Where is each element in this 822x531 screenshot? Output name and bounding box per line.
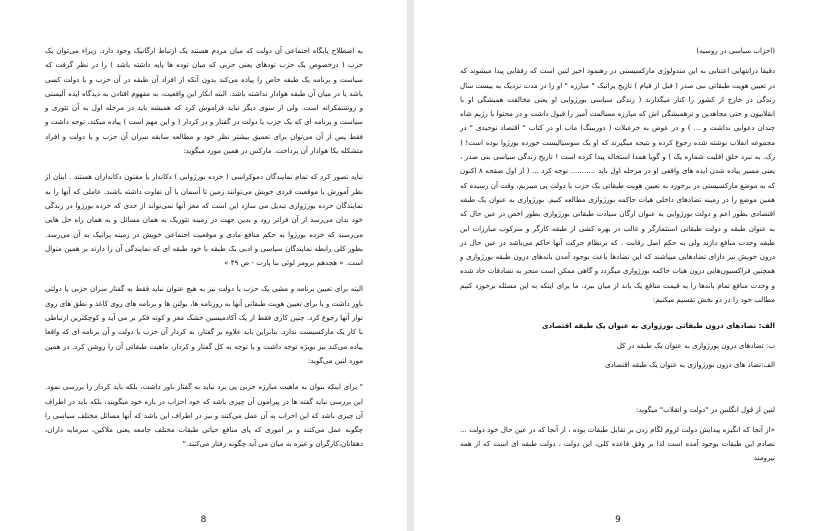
section-heading: الف: تضادهای درون طبقاتی بورژوازی به عنوان یک طبقه اقتصادی (541, 321, 775, 331)
paragraph: دقیقا درانتهایی اعتنایی به این متدولوژی مارکسیستی در رهنمود اخیر لنین است که رفقایی پیدا میشوند که در تعیین هویت طبقاتی نبی صدر ( قبل از قیام ) تاریخ پراتیک " مبارزه " او را در مدت نزدیک به بیست سال زندگی در خارج از کشور را کنار میگذارند ( زندگی سیاسی بورژوایی او یعنی مخالفت همیشگی او با انقلابیون و حتی مجاهدین و ترهمبشگی اش که مبارزه مسالمت آمیز را قبول داشت و در محتوا با رژیم شاه چندان دعوایی نداشت و ... ) و در عوض به خزعبلات ( دوربینگ) ماب او در کتاب " اقتصاد توحیدی " در مجموعه انقلاب نوشته شده رجوع کرده و نتیجه میگیرند که او یک سوسیالیست خورده بورژوا بوده است! ( رک. به نبرد خلق اقلیت شماره یک ) و گویا همدا استخاله پیدا کرده است ! تاریخ زندگی سیاسی بنی صدر ، یعنی مسیر پیاده شدن ایده های واقعی او در مرحله اول باید ........... توجه کرد ... ( از اول صفحه ۸ اکنون که به موضع مارکسیستی در برخورد به تعیین هویت طبقاتی یک حزب یا دولت پی میبریم، وقت آن رسیده که همین موضع را در زمینه تضادهای داخلی هیات حاکمه بورژوازی مطالعه کنیم. بورژوازی به عنوان یک طبقه اقتصادی بطور اعم و دولت بورژوایی به عنوان ارگان سیادت طبقاتی بورژوازی بطور اخص در عین حال که به عنوان طبقه و دولت طبقاتی استثمارگر و غالب در بهره کشی از طبقه کارگر و سرکوب مبارزات این طبقه وحدت منافع دارند ولی به حکم اصل رقابت . که برنظام حرکت آنها حاکم می‌باشد در عین حال در درون خویش نیز دارای تضادهایی میباشند که این تضادها باعث بوجود آمدن باندهای درون طبقه بورژوازی و همچنین فراکسیون‌هایی درون هیات حاکمه بورژوازی میگردد و گاهی ممکن است منجر به تصادفات حاد شده و وحدت منافع تمام باندها را به قیمت منافع یک باند از میان ببرد. ما برای اینکه به این مسئله برخورد کنیم مطالب خود را در دو بخش تقسیم میکنیم: (460, 66, 775, 305)
quote-intro: لنین از قول انگلس در "دولت و انقلاب" میگوید: (635, 405, 775, 415)
page-number: 9 (615, 515, 621, 525)
blank-space (460, 377, 775, 403)
right-page-content (460, 44, 775, 491)
list-item: الف:تضاد های درون بورژوازی به عنوان یک طبقه اقتصادی (605, 359, 775, 369)
paragraph: نباید تصور کرد که تمام نمایندگان دموکراسی ( خرده بورژوایی ) دکاندار یا مفتون دکانداران هستند . اینان از نظر آموزش یا موقعیت فردی خویش می‌توانند زمین تا آسمان با آن تفاوت داشته باشند. عاملی که آنها را به نمایندگان خرده بورژوازی تبدیل می سازد این است که مغز آنها نمی‌تواند از حدی که خرده بورژوا در زندگی خود بدان می‌رسد از آن فراتر رود و بدین جهت در زمینه تئوریک به همان مسائل و به همان راه حل هایی می‌رسند که خرده بورژوا به حکم منافع مادی و موقعیت اجتماعی خویش در زمینه پراتیک به آن می‌رسد. بطور کلی رابطه نمایندگان سیاسی و ادبی یک طبقه با خود طبقه ای که نمایندگی آن را دارند بر همین منوال است. « هجدهم برومر لوئی بنا پارت - ص ۴۹ » (45, 172, 363, 268)
page-number: 8 (200, 515, 207, 525)
page-heading: (احزاب سیاسی در روسیه) (696, 46, 775, 55)
quote-paragraph: " برای اینکه بتوان به ماهیت مبارزه حزبی پی برد نباید به گفتار باور داشت، بلکه باید کردار را بررسی نمود. این بررسی نباید گفته ها در پیرامون آن چیزی باشد که خود احزاب در باره خود میگویند، بلکه باید در اطراف آن چیزی باشد که این احزاب به آن عمل می‌کنند و نیز در اطراف این باشد که آنها مسائل مختلف سیاسی را چگونه عمل می‌کنند و بر اموری که پای منافع حیاتی طبقات مختلف جامعه یعنی ملاکین، سرمایه داران، دهقانان،کارگران و غیره به میان می آید چگونه رفتار می‌کنند." (45, 382, 363, 449)
quote-paragraph: «از آنجا که انگیزه پیدایش دولت لزوم لگام زدن بر تقابل طبقات بوده ، از آنجا که در عین حال خود دولت ... تصادم این طبقات بوجود آمده است لذا بر وفق قاعده کلی، این دولت ، دولت طبقه ای است که از همه نیرومند (460, 424, 775, 463)
list-item: ب: تضادهای درون بورژوازی به عنوان یک طبقه در کل (616, 340, 775, 350)
paragraph: به اصطلاح پایگاه اجتماعی آن دولت که میان مردم هستند یک ارتباط ارگانیک وجود دارد. زیراء می‌توان یک حزب ( درخصوص یک حزب تودهای یعنی حزبی که میان توده ها پایه داشته باشد ) را در نظر گرفت که سیاست و برنامه یک طبقه خاص را پیاده می‌کند بدون آنکه از افراد آن طبقه در آن حزب و یا دولت کسی باشد یا در میان آن طبقه هوادار نداشته باشد. البته انکار این واقعیت، به مفهوم افتادن به دیدگاه ایده آلیستی و روشنفکرانه است. ولی از سوی دیگر نباید فراموش کرد که همیشه باید در مرحله اول به آن تئوری و سیاست و برنامه ای که یک حزب یا دولت در گفتار و در کردار ( و این مهم است ) پیاده میکند، توجه داشت و فقط پس از آن می‌توان برای تعمیق بیشتر نظر خود و مطالعه سابقه سران آن حزب و یا دولت و افراد متشکله یکا هوادار آن پرداخت. مارکس در همین مورد میگوید: (45, 46, 363, 156)
right-page (414, 0, 822, 531)
left-page (0, 0, 407, 531)
paragraph: البته برای تعیین برنامه و مشی یک حزب یا دولت نیز به هیچ عنوان نباید فقط به گفتار سران حزبی یا دولتی باور داشت و یا برای تعیین هویت طبقاتی آنها به روزنامه ها، بولتن ها و برنامه های روی کاغذ و نطق های روی نوار آنها رجوع کرد. چنین کاری فقط از یک آکادمیسین خشک مغز و کوته فکر بر می آید و کوچکترین ارتباطی با کار یک مارکسیست ندارد. بنابراین باید علاوه بر گفتار، به کردار آن حزب یا دولت و آن برنامه ای که واقعا پیاده می‌کند نیز بویژه توجه داشت و با توجه به کل گفتار و کردار، ماهیت طبقاتی آن را روشن کرد. در همین مورد لنین می‌گوید: (45, 284, 363, 365)
left-page-content (45, 44, 363, 491)
